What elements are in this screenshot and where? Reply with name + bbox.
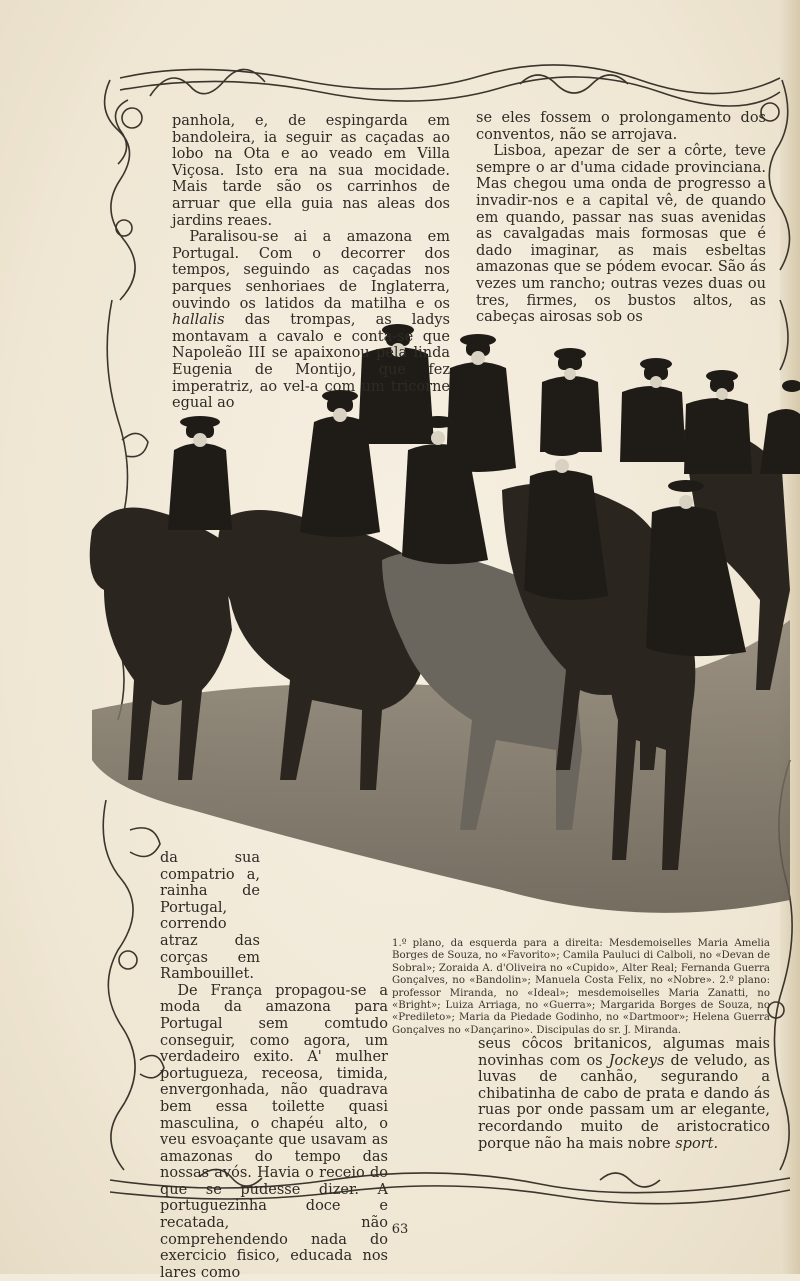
paragraph-text: seus côcos britanicos, algumas mais novinhas com os (478, 1036, 770, 1069)
paragraph-text: das trompas, as ladys montavam a cavalo e conta-se que Napoleão III se apaixonou pela linda Eugenia de Montijo, que fez imperatriz, ao vel-a com um tricorne egual ao (172, 312, 450, 412)
photo-caption: 1.º plano, da esquerda para a direita: Mesdemoiselles Maria Amelia Borges de Souza, no «Favorito»; Camila Pauluci di Calboli, no «Devan de Sobral»; Zoraida A. d'Oliveira no «Cupido», Alter Real; Fernanda Guerra Gonçalves, no «Bandolin»; Manuela Costa Felix, no «Nobre». 2.º plano: professor Miranda, no «Ideal»; mesdemoiselles Maria Zanatti, no «Bright»; Luiza Arriaga, no «Guerra»; Margarida Borges de Souza, no «Predileto»; Maria da Piedade Godinho, no «Dartmoor»; Helena Guerra Gonçalves no «Dançarino». Discipulas do sr. J. Miranda. (392, 938, 770, 1036)
italic-term: sport. (675, 1135, 719, 1152)
paragraph: se eles fossem o prolongamento dos conventos, não se arrojava. (476, 110, 766, 143)
paragraph (172, 229, 450, 412)
italic-term: hallalis (172, 312, 225, 329)
italic-term: Jockeys (608, 1052, 665, 1069)
paragraph: De França propagou-se a moda da amazona para Portugal sem comtudo conseguir, como agora, um verdadeiro exito. A' mulher portugueza, receosa, timida, envergonhada, não quadrava bem essa toilette quasi masculina, o chapéu alto, o veu esvoaçante que usavam as amazonas do tempo das nossas avós. Havia o receio do que se pudesse dizer. A portuguezinha doce e recatada, não comprehendendo nada do exercicio fisico, educada nos lares como (160, 982, 388, 1281)
paragraph: da sua compatrio a, rainha de Portugal, correndo atraz das corças em Rambouillet. (160, 850, 260, 983)
article-column-top-left (172, 113, 450, 412)
paragraph (478, 1036, 770, 1152)
paragraph: panhola, e, de espingarda em bandoleira, ia seguir as caçadas ao lobo na Ota e ao veado em Villa Viçosa. Isto era na sua mocidade. Mais tarde são os carrinhos de arruar que ella guia nas aleas dos jardins reaes. (172, 113, 450, 229)
paragraph-text: Paralisou-se ai a amazona em Portugal. Com o decorrer dos tempos, seguindo as caçadas nos parques senhoriaes de Inglaterra, ouvindo os latidos da matilha e os (172, 229, 450, 312)
article-column-bottom-left (160, 850, 452, 1281)
paragraph: Lisboa, apezar de ser a côrte, teve sempre o ar d'uma cidade provinciana. Mas chegou uma onda de progresso a invadir-nos e a capital vê, de quando em quando, passar nas suas avenidas as cavalgadas mais formosas que é dado imaginar, as mais esbeltas amazonas que se pódem evocar. São ás vezes um rancho; outras vezes duas ou tres, firmes, os bustos altos, as cabeças airosas sob os (476, 143, 766, 326)
page-number: 63 (391, 1222, 409, 1237)
article-column-top-right (476, 110, 766, 326)
paragraph-text: de veludo, as luvas de canhão, segurando a chibatinha de cabo de prata e dando ás ruas por onde passam um ar elegante, recordando muito de aristocratico porque não ha mais nobre (478, 1052, 770, 1152)
article-column-bottom-right (478, 1036, 770, 1152)
